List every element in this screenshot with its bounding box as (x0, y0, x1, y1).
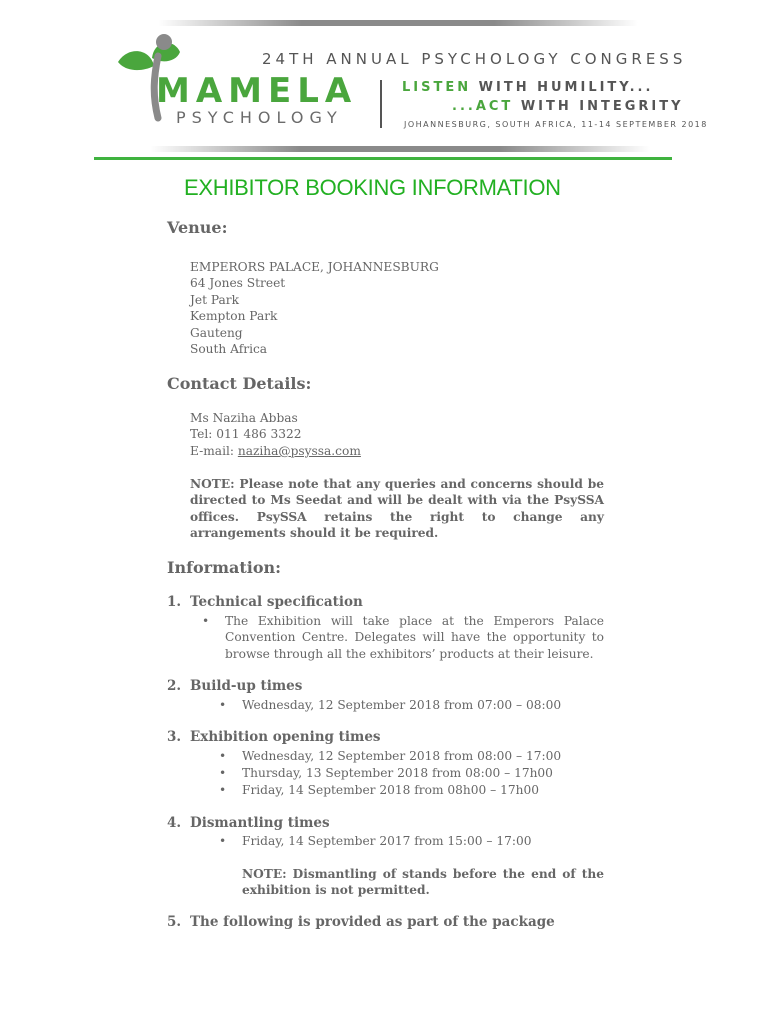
venue-heading: Venue: (167, 218, 228, 237)
congress-title: 24TH ANNUAL PSYCHOLOGY CONGRESS (262, 50, 687, 68)
item-number: 1. (167, 594, 182, 610)
tagline-listen-rest: WITH HUMILITY... (478, 80, 654, 95)
bullet-text: Wednesday, 12 September 2018 from 08:00 – 17:00 (242, 749, 562, 763)
venue-line: Gauteng (190, 325, 243, 340)
bullet-icon: • (219, 783, 227, 797)
venue-line: Jet Park (190, 292, 239, 307)
info-item-title (167, 916, 555, 930)
contact-name: Ms Naziha Abbas (190, 411, 298, 425)
item-number: 5. (167, 914, 182, 930)
contact-details (190, 410, 361, 459)
header-swoosh-top (158, 20, 638, 26)
tagline-act (452, 100, 684, 113)
item-title: Exhibition opening times (190, 729, 381, 745)
venue-line: EMPERORS PALACE, JOHANNESBURG (190, 260, 439, 274)
bullet-icon: • (202, 614, 210, 628)
tagline-listen-prefix: LISTEN (402, 80, 472, 95)
dismantling-note: NOTE: Dismantling of stands before the end of the exhibition is not permitted. (242, 867, 604, 898)
bullet-text: Thursday, 13 September 2018 from 08:00 – 17h00 (242, 766, 553, 780)
event-dateline: JOHANNESBURG, SOUTH AFRICA, 11-14 SEPTEMBER 2018 (404, 120, 708, 129)
green-rule (94, 157, 672, 160)
tagline-listen (402, 81, 653, 94)
venue-line: South Africa (190, 342, 268, 357)
header-banner (0, 0, 770, 162)
item-number: 2. (167, 678, 182, 694)
header-swoosh-bottom (150, 146, 650, 152)
brand-name: MAMELA (156, 71, 358, 111)
bullet-icon: • (219, 834, 227, 848)
bullet-text: Friday, 14 September 2018 from 08h00 – 17h00 (242, 783, 539, 797)
brand-subtitle: PSYCHOLOGY (176, 108, 343, 127)
information-heading: Information: (167, 558, 282, 577)
email-label: E-mail: (190, 443, 238, 458)
venue-line: 64 Jones Street (190, 276, 286, 291)
header-divider (380, 80, 382, 128)
bullet-item (202, 613, 604, 662)
item-title: Technical specification (190, 594, 363, 610)
bullet-text: The Exhibition will take place at the Emperors Palace Convention Centre. Delegates will have the opportunity to browse through all the exhibitors’ products at their leisure. (225, 614, 604, 661)
tagline-act-rest: WITH INTEGRITY (520, 99, 684, 114)
tagline-act-prefix: ...ACT (452, 99, 514, 114)
bullet-text: Friday, 14 September 2017 from 15:00 – 17:00 (242, 834, 532, 848)
info-item-title (167, 817, 330, 831)
item-title: Build-up times (190, 678, 303, 694)
venue-address (190, 259, 439, 357)
info-item-title (167, 731, 381, 745)
venue-line: Kempton Park (190, 309, 278, 324)
bullet-icon: • (219, 749, 227, 763)
page-title: EXHIBITOR BOOKING INFORMATION (184, 175, 561, 200)
item-number: 4. (167, 815, 182, 831)
contact-tel: Tel: 011 486 3322 (190, 427, 302, 442)
bullet-icon: • (219, 766, 227, 780)
bullet-icon: • (219, 698, 227, 712)
contact-note: NOTE: Please note that any queries and concerns should be directed to Ms Seedat and will be dealt with via the PsySSA offices. PsySSA retains the right to change any arrangements should it be required. (190, 477, 604, 541)
email-link[interactable]: naziha@psyssa.com (237, 443, 361, 458)
item-title: Dismantling times (190, 815, 330, 831)
info-item-title (167, 680, 302, 694)
info-item-title (167, 596, 363, 610)
contact-email-row (190, 443, 361, 459)
contact-heading: Contact Details: (167, 374, 312, 393)
bullet-text: Wednesday, 12 September 2018 from 07:00 – 08:00 (242, 698, 562, 712)
item-number: 3. (167, 729, 182, 745)
item-title: The following is provided as part of the package (190, 914, 555, 930)
